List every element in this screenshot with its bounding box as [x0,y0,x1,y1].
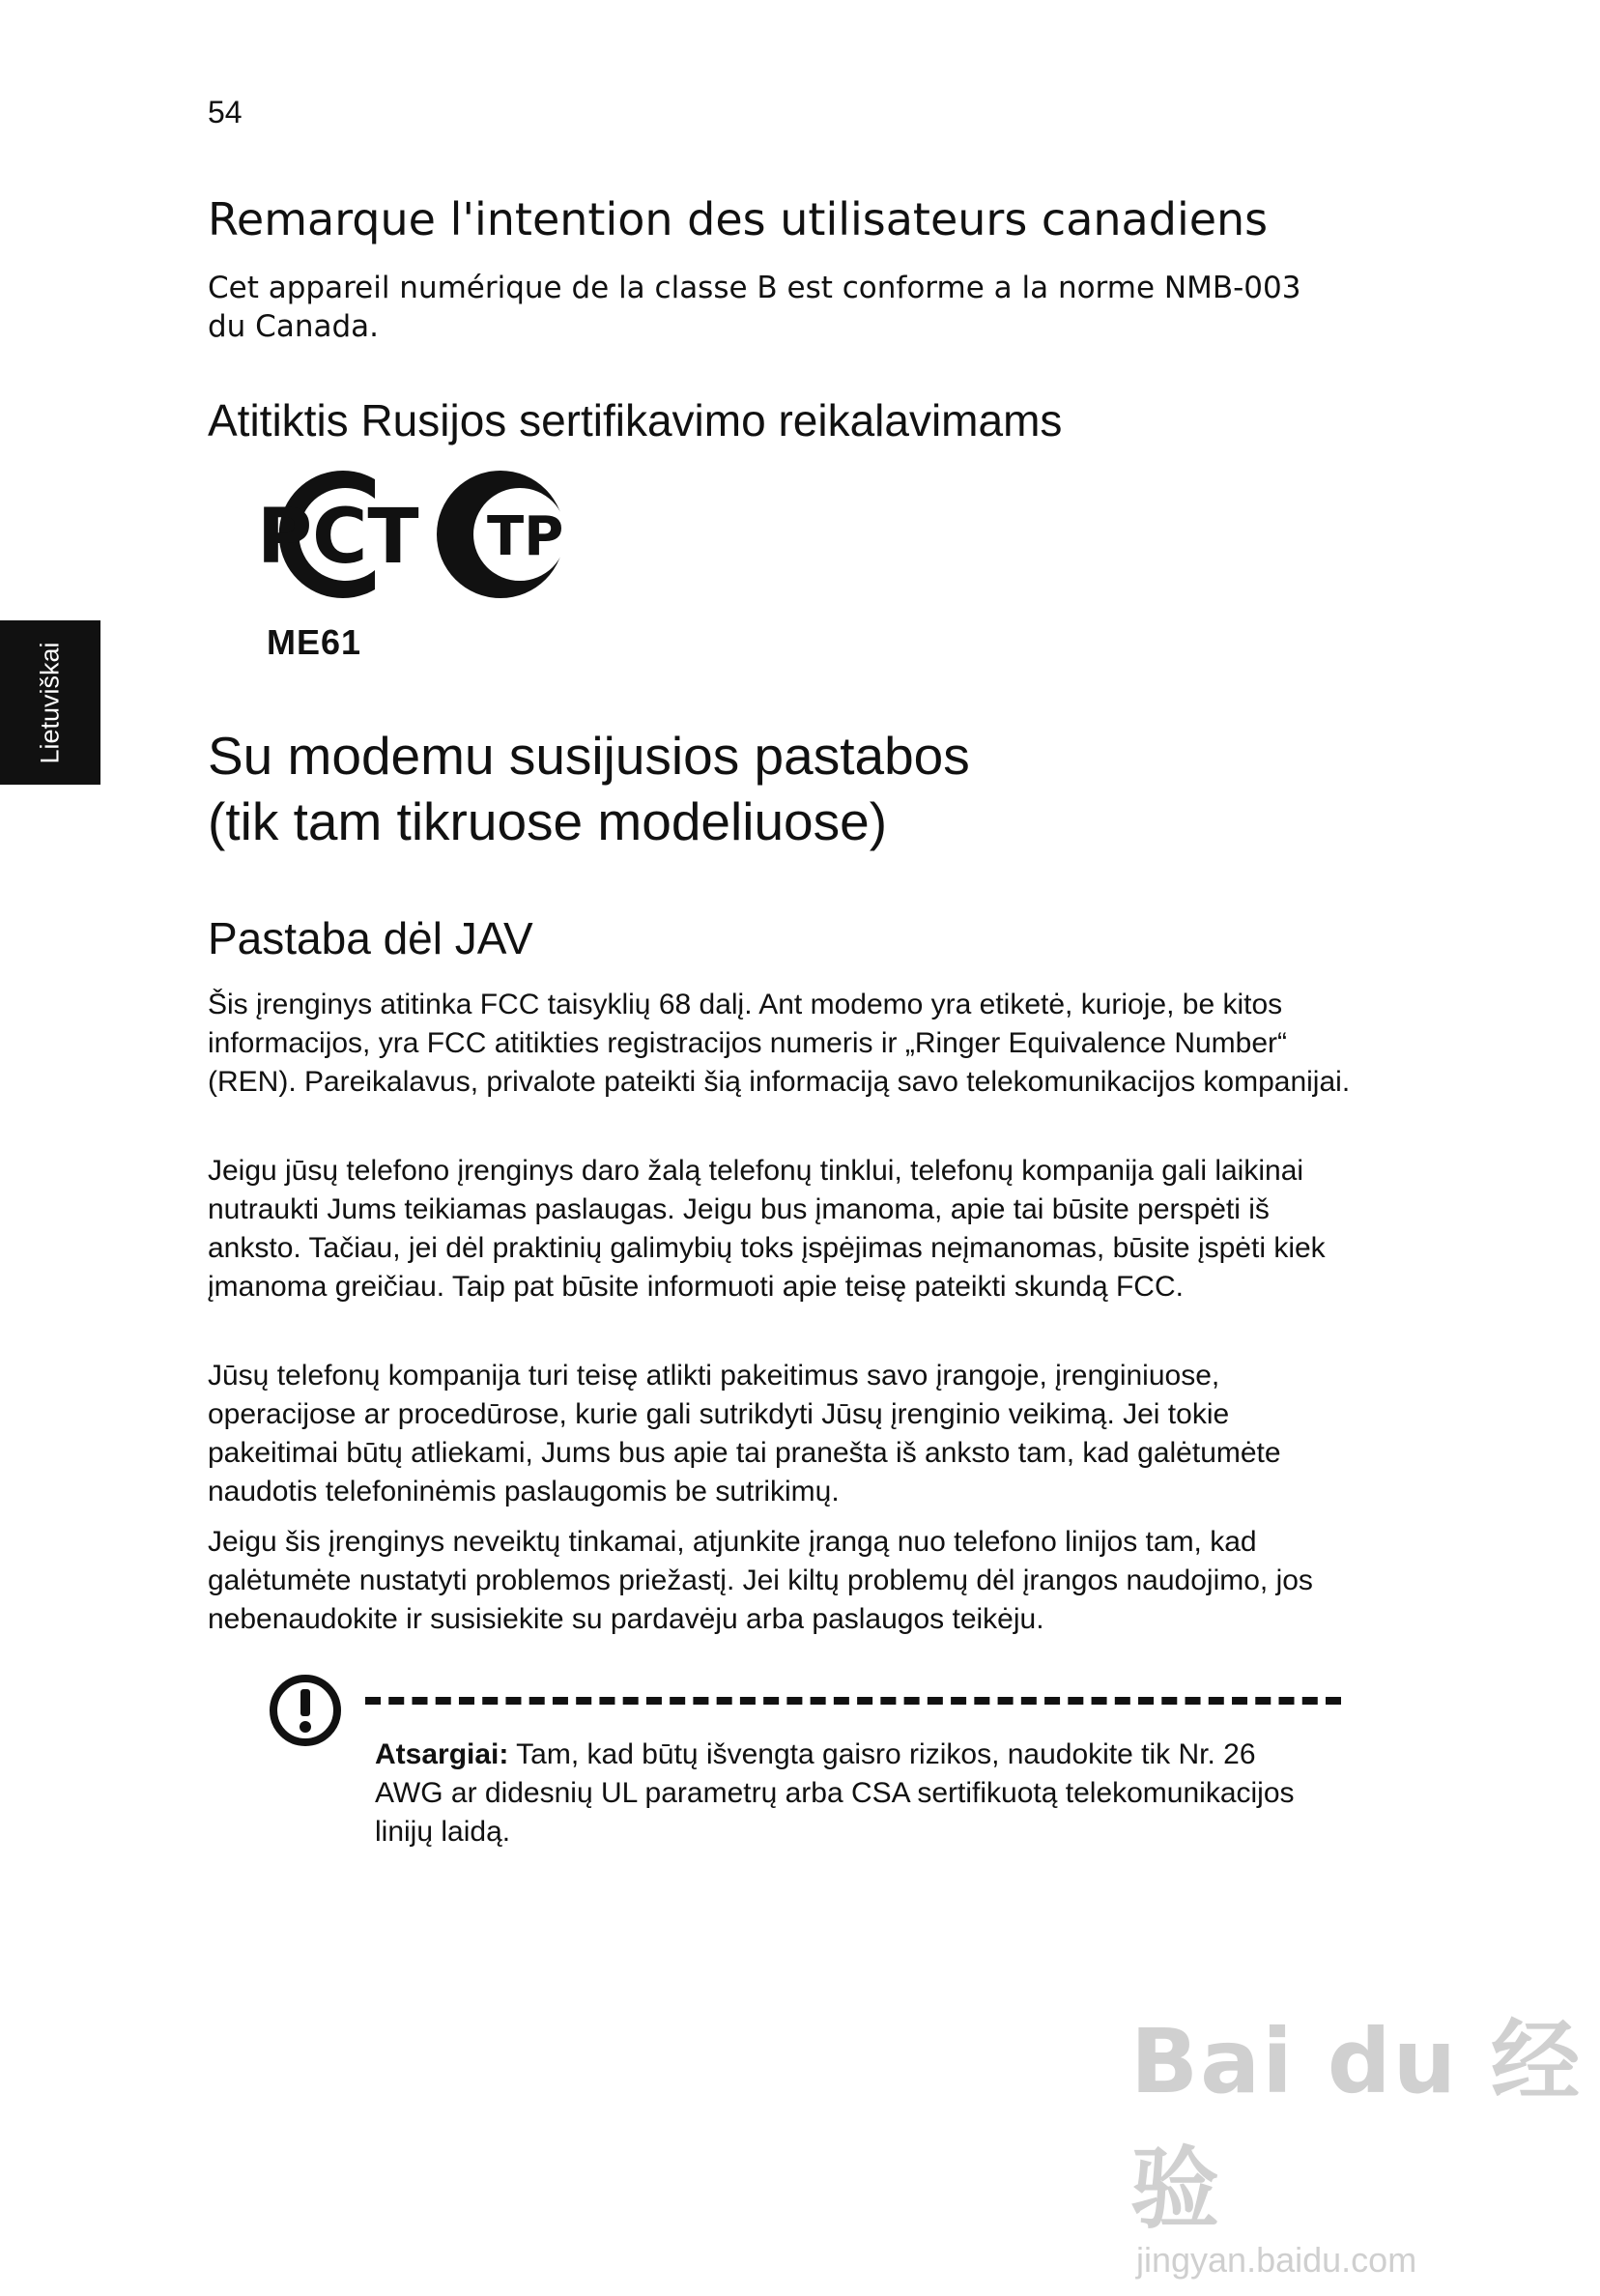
canada-heading: Remarque l'intention des utilisateurs canadiens [208,193,1269,245]
caution-text: Tam, kad būtų išvengta gaisro rizikos, naudokite tik Nr. 26 AWG ar didesnių UL parametrų arba CSA sertifikuotą telekomunikacijos linijų laidą. [375,1738,1295,1848]
modem-heading-line2: (tik tam tikruose modeliuose) [208,791,888,851]
certification-logos-graphic [230,462,578,607]
warning-icon [267,1672,344,1754]
pct-logo-icon [236,466,419,603]
certification-code: ME61 [267,622,362,662]
paragraph-1: Šis įrenginys atitinka FCC taisyklių 68 dalį. Ant modemo yra etiketė, kurioje, be kitos informacijos, yra FCC atitikties registracijos numeris ir „Ringer Equivalence Number“ (REN). Pareikalavus, privalote pateikti šią informaciją savo telekomunikacijos kompanijai. [208,989,1351,1098]
usa-subheading: Pastaba dėl JAV [208,913,533,963]
modem-heading [208,723,970,854]
paragraph-4: Jeigu šis įrenginys neveiktų tinkamai, atjunkite įrangą nuo telefono linijos tam, kad galėtumėte nustatyti problemos priežastį. Jei kiltų problemų dėl įrangos naudojimo, jos nebenaudokite ir susisiekite su pardavėju arba paslaugos teikėju. [208,1526,1313,1635]
language-side-tab [0,620,100,785]
modem-heading-line1: Su modemu susijusios pastabos [208,726,970,786]
watermark-logo: Bai du 经验 [1130,2010,1583,2241]
watermark-url: jingyan.baidu.com [1136,2240,1417,2280]
pct-logo-text: PCT [257,494,419,581]
certification-logos [230,462,578,612]
caution-label: Atsargiai: [375,1738,509,1770]
watermark [1130,1991,1600,2281]
paragraph-3: Jūsų telefonų kompanija turi teisę atlikti pakeitimus savo įrangoje, įrenginiuose, operacijose ar procedūrose, kurie gali sutrikdyti Jūsų įrenginio veikimą. Jei tokie pakeitimai būtų atliekami, Jums bus apie tai pranešta iš anksto tam, kad galėtumėte naudotis telefoninėmis paslaugomis be sutrikimų. [208,1360,1281,1507]
tp-logo-icon [437,471,566,598]
page-number: 54 [208,95,243,129]
side-tab-label: Lietuviškai [35,641,65,764]
caution-note [375,1736,1322,1851]
paragraph-2: Jeigu jūsų telefono įrenginys daro žalą telefonų tinklui, telefonų kompanija gali laikinai nutraukti Jums teikiamas paslaugas. Jeigu bus įmanoma, apie tai būsite perspėti iš anksto. Tačiau, jei dėl praktinių galimybių toks įspėjimas neįmanomas, būsite įspėti kiek įmanoma greičiau. Taip pat būsite informuoti apie teisę pateikti skundą FCC. [208,1155,1326,1303]
tp-logo-text: TP [487,505,564,568]
russia-heading: Atitiktis Rusijos sertifikavimo reikalavimams [208,395,1063,445]
canada-text: Cet appareil numérique de la classe B est conforme a la norme NMB-003 du Canada. [208,271,1301,344]
note-divider [365,1697,1341,1705]
